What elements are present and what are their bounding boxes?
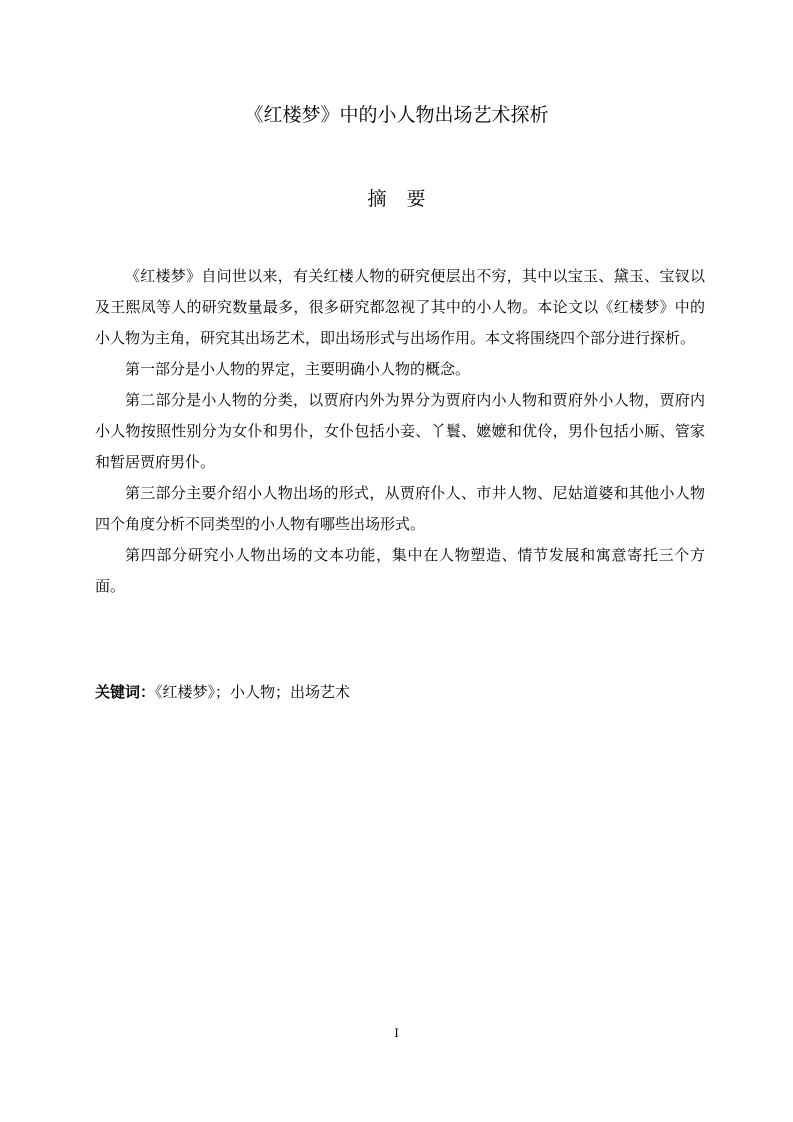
keywords-line [95,677,705,708]
page-number: I [394,1025,399,1040]
keywords-value: 《红楼梦》；小人物；出场艺术 [155,683,351,701]
abstract-paragraph: 《红楼梦》自问世以来，有关红楼人物的研究便层出不穷，其中以宝玉、黛玉、宝钗以及王熙凤等人的研究数量最多，很多研究都忽视了其中的小人物。本论文以《红楼梦》中的小人物为主角，研究其出场艺术，即出场形式与出场作用。本文将围绕四个部分进行探析。 [95,267,705,347]
document-title: 《红楼梦》中的小人物出场艺术探析 [244,104,549,126]
abstract-body [95,261,705,602]
abstract-paragraph: 第一部分是小人物的界定，主要明确小人物的概念。 [125,360,471,378]
abstract-paragraph: 第四部分研究小人物出场的文本功能，集中在人物塑造、情节发展和寓意寄托三个方面。 [95,546,705,595]
abstract-paragraph: 第二部分是小人物的分类，以贾府内外为界分为贾府内小人物和贾府外小人物，贾府内小人物按照性别分为女仆和男仆，女仆包括小妾、丫鬟、嬷嬷和优伶，男仆包括小厮、管家和暂居贾府男仆。 [95,391,705,471]
abstract-paragraph: 第三部分主要介绍小人物出场的形式，从贾府仆人、市井人物、尼姑道婆和其他小人物四个角度分析不同类型的小人物有哪些出场形式。 [95,484,705,533]
abstract-heading: 摘要 [367,188,446,210]
keywords-label: 关键词： [95,683,156,701]
